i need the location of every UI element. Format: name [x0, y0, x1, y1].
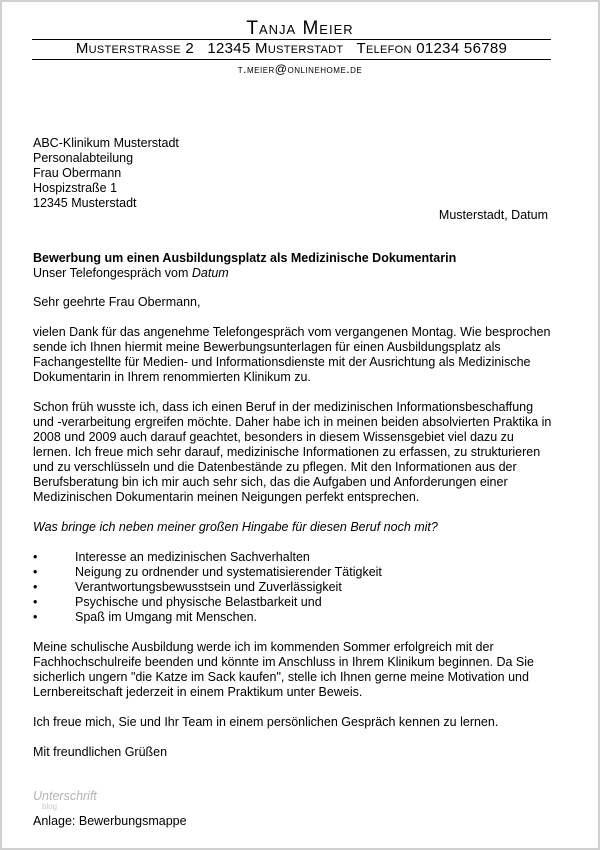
recipient-line: Frau Obermann — [33, 166, 122, 180]
list-item: • Verantwortungsbewusstsein und Zuverlässigkeit — [33, 580, 342, 594]
enclosure-line: Anlage: Bewerbungsmappe — [33, 814, 187, 828]
recipient-line: ABC-Klinikum Musterstadt — [33, 136, 179, 150]
paragraph-motivation: Schon früh wusste ich, dass ich einen Beruf in der medizinischen Informationsbeschaffung und -verarbeitung ergreifen möchte. Daher habe ich in meinen beiden absolvierten Praktika in 2008 und 2009 auch darauf geachtet, besonders in diesem Wissensgebiet viel dazu zu lernen. Ich freue mich sehr darauf, medizinische Informationen zu erfassen, zu strukturieren und zu verschlüsseln und die Datenbestände zu pflegen. Mit den Informationen aus der Berufsberatung bin ich mir auch sehr sich, das die Aufgaben und Anforderungen einer Medizinischen Dokumentarin meinen Neigungen perfekt entsprechen. — [33, 400, 552, 504]
recipient-line: 12345 Musterstadt — [33, 196, 137, 210]
header-rule-bottom — [32, 59, 551, 60]
subject-line: Bewerbung um einen Ausbildungsplatz als Medizinische Dokumentarin — [33, 251, 457, 265]
signature-placeholder: Unterschrift — [33, 789, 97, 803]
qualification-list — [33, 550, 553, 625]
letter-body — [33, 251, 553, 829]
watermark: blog — [42, 802, 58, 811]
sender-email: t.meier@onlinehome.de — [237, 62, 363, 76]
bullet-icon: • — [33, 550, 38, 564]
list-item: • Psychische und physische Belastbarkeit und — [33, 595, 322, 609]
reference-date: Datum — [191, 266, 229, 280]
recipient-line: Hospizstraße 1 — [33, 181, 118, 195]
paragraph-closing: Ich freue mich, Sie und Ihr Team in einem persönlichen Gespräch kennen zu lernen. — [33, 715, 499, 729]
reference-prefix: Unser Telefongespräch vom — [33, 266, 192, 280]
bullet-icon: • — [33, 595, 38, 609]
list-item: • Interesse an medizinischen Sachverhalten — [33, 550, 310, 564]
list-item: • Spaß im Umgang mit Menschen. — [33, 610, 258, 624]
bullet-icon: • — [33, 580, 38, 594]
bullet-icon: • — [33, 565, 38, 579]
place-date: Musterstadt, Datum — [438, 208, 548, 222]
recipient-block — [33, 136, 179, 211]
paragraph-intro: vielen Dank für das angenehme Telefongespräch vom vergangenen Montag. Wie besprochen sende ich Ihnen hiermit meine Bewerbungsunterlagen für einen Ausbildungsplatz als Fachangestellte für Medien- und Informationsdienste mit der Ausrichtung als Medizinische Dokumentarin in Ihrem renommierten Klinikum zu. — [33, 325, 551, 384]
paragraph-school: Meine schulische Ausbildung werde ich im kommenden Sommer erfolgreich mit der Fachhochschulreife beenden und könnte im Anschluss in Ihrem Klinikum beginnen. Da Sie sicherlich ungern "die Katze im Sack kaufen", stelle ich Ihnen gerne meine Motivation und Lernbereitschaft jederzeit in einem Praktikum unter Beweis. — [33, 640, 534, 699]
salutation: Sehr geehrte Frau Obermann, — [33, 295, 201, 309]
sender-name: Tanja Meier — [246, 18, 354, 39]
sender-address: Musterstrasse 2 12345 Musterstadt Telefon 01234 56789 — [75, 40, 508, 57]
subject-reference — [33, 266, 553, 281]
bullet-icon: • — [33, 610, 38, 624]
closing-greeting: Mit freundlichen Grüßen — [33, 745, 168, 759]
recipient-line: Personalabteilung — [33, 151, 134, 165]
question-line: Was bringe ich neben meiner großen Hingabe für diesen Beruf noch mit? — [33, 520, 438, 534]
list-item: • Neigung zu ordnender und systematisierender Tätigkeit — [33, 565, 382, 579]
